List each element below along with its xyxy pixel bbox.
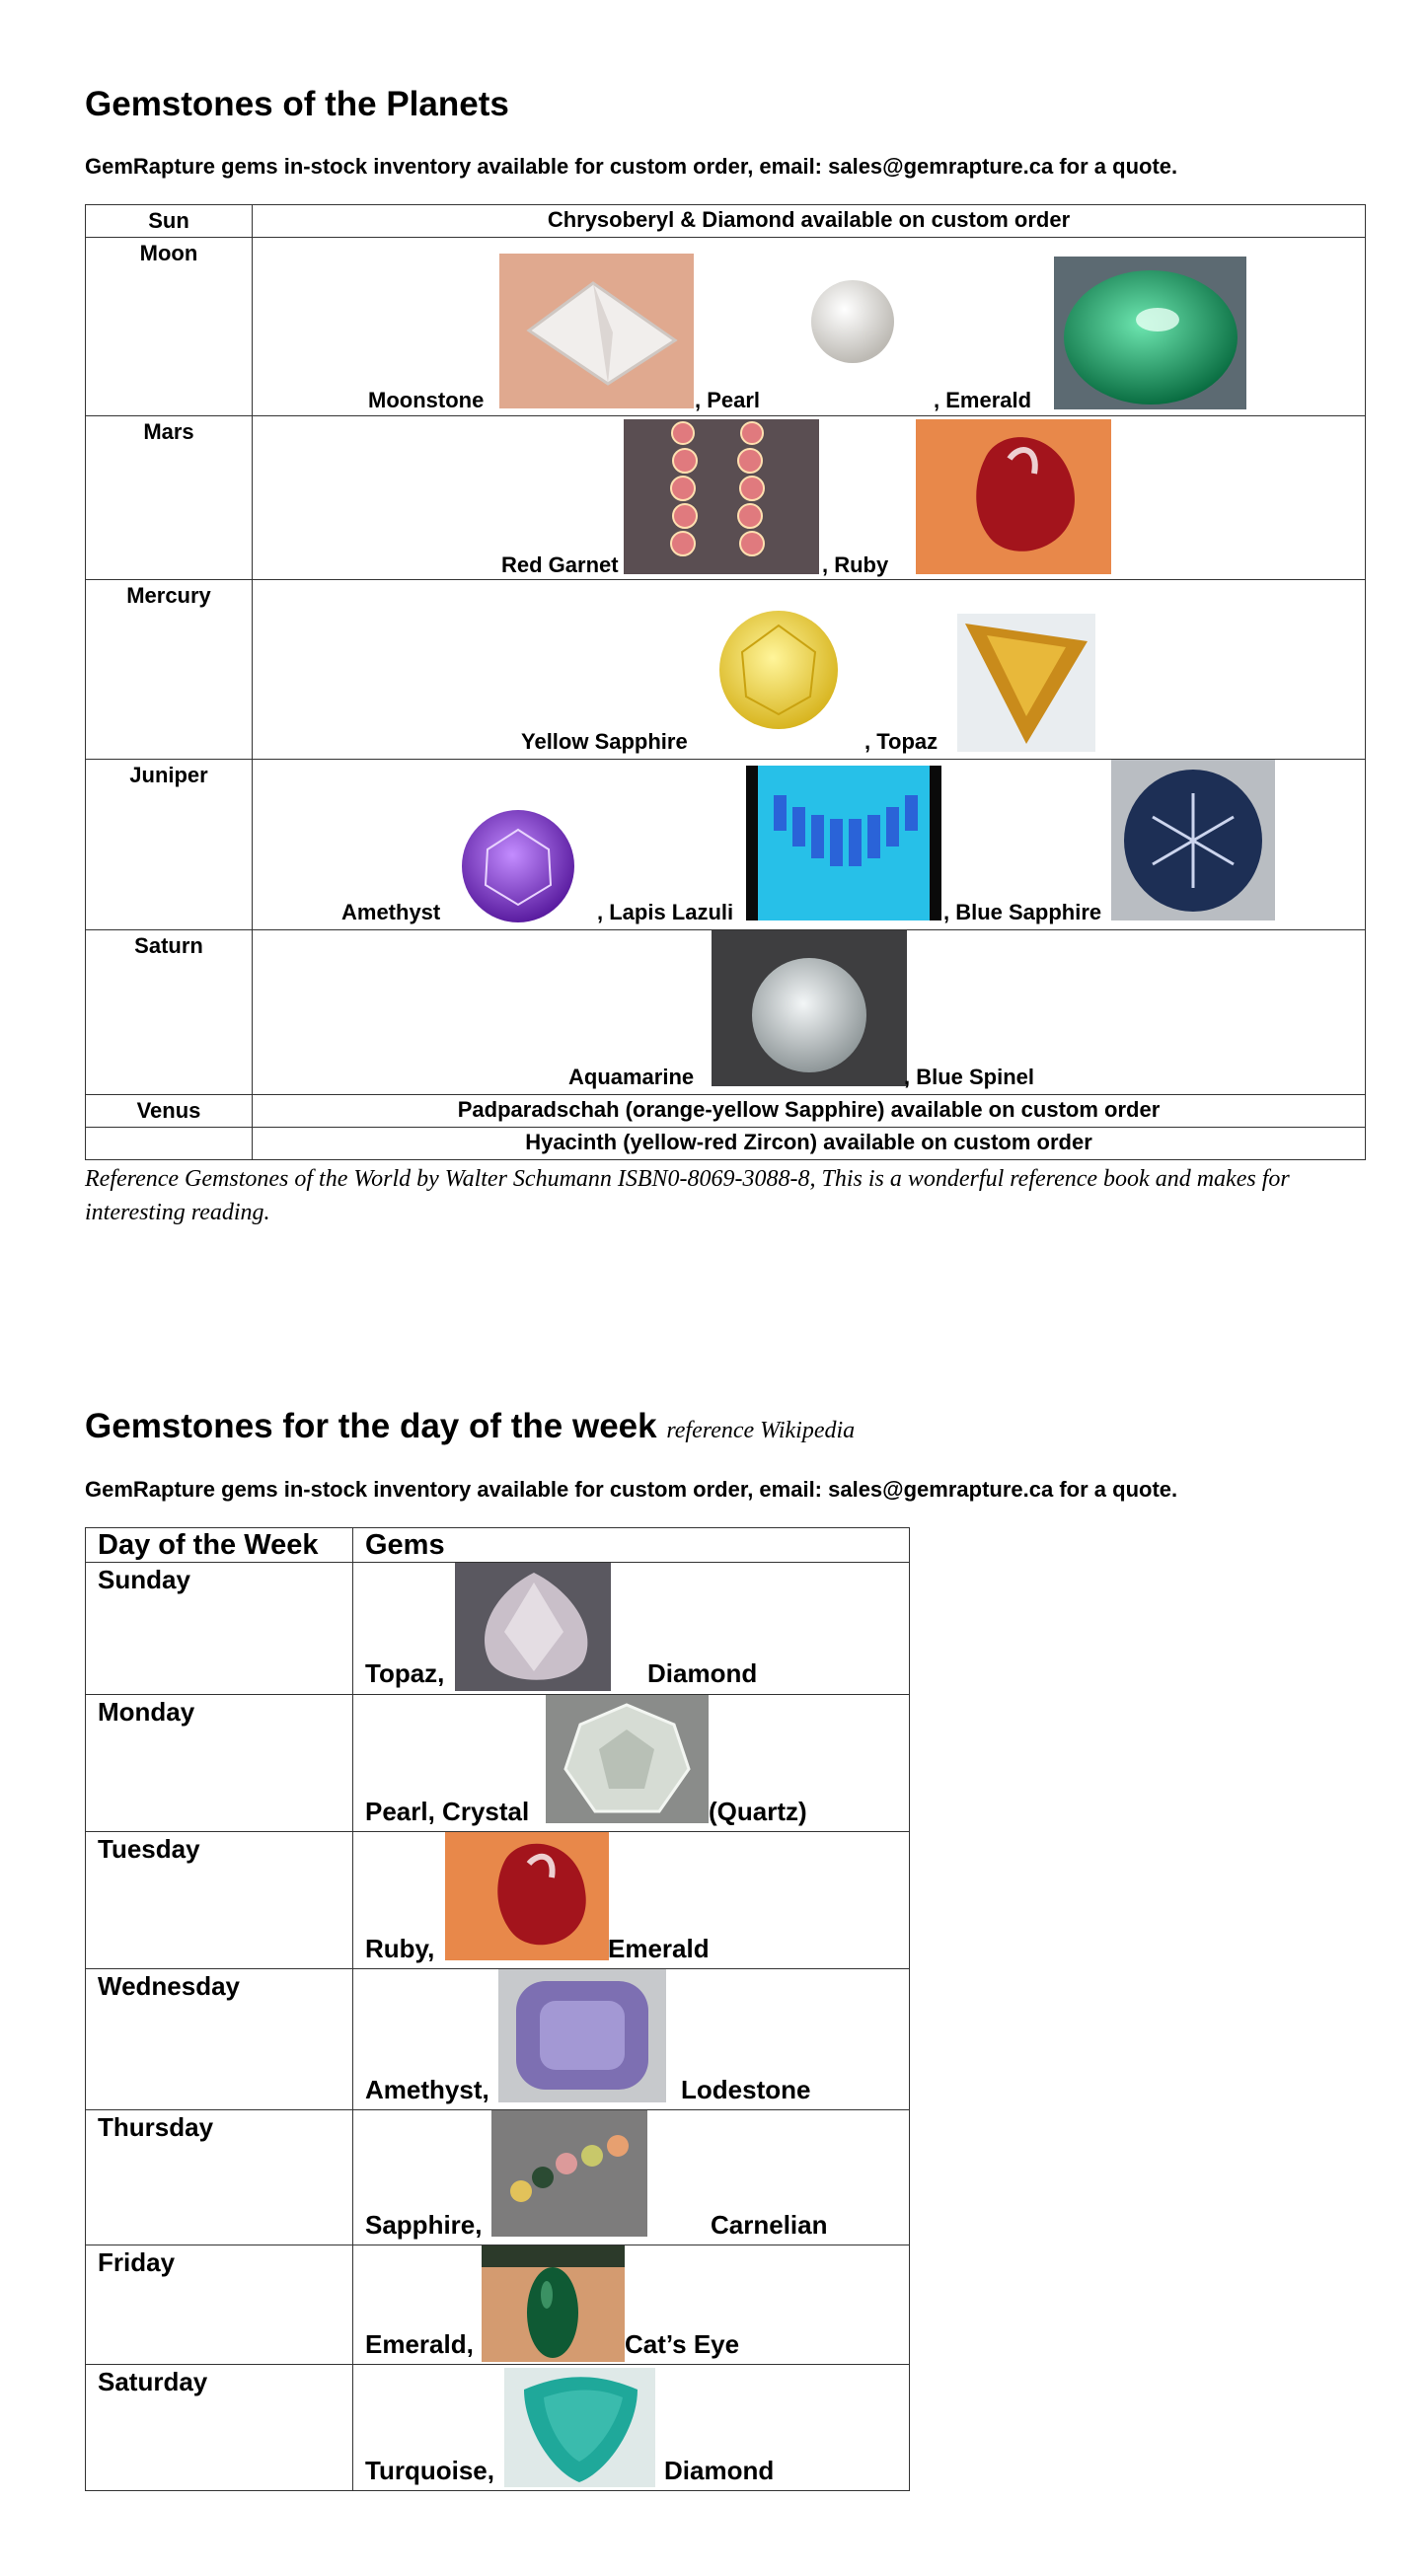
table-row <box>86 238 1366 416</box>
table-row <box>86 2365 910 2491</box>
day-gems-cell <box>353 2110 910 2245</box>
planet-name: Saturn <box>86 930 253 1095</box>
gem-label: , Lapis Lazuli <box>597 900 734 924</box>
gem-label: , Blue Spinel <box>904 1065 1035 1089</box>
planet-gems-cell <box>253 416 1366 580</box>
gem-label: (Quartz) <box>709 1797 807 1826</box>
planet-gems-cell <box>253 238 1366 416</box>
table-row <box>86 1969 910 2110</box>
table-row <box>86 2110 910 2245</box>
day-gems-cell <box>353 1695 910 1832</box>
blue-sapphire-image <box>1111 760 1275 920</box>
planets-title: Gemstones of the Planets <box>85 85 509 123</box>
table-row <box>86 2245 910 2365</box>
planet-gems-text: Chrysoberyl & Diamond available on custom order <box>253 205 1366 238</box>
yellow-sapphire-image <box>716 608 841 732</box>
gem-label: , Topaz <box>864 729 938 754</box>
reference-note: Reference Gemstones of the World by Walter Schumann ISBN0-8069-3088-8, This is a wonderful reference book and makes for interesting reading. <box>85 1166 1290 1225</box>
table-row <box>86 205 1366 238</box>
days-title <box>85 1407 855 1446</box>
sapphire-image <box>491 2110 647 2237</box>
topaz-image <box>455 1563 611 1691</box>
days-subtitle: GemRapture gems in-stock inventory available for custom order, email: sales@gemrapture.ca for a quote. <box>85 1477 1178 1502</box>
gem-label: Topaz, <box>365 1658 445 1688</box>
pearl-image <box>808 277 897 366</box>
day-name: Monday <box>86 1695 353 1832</box>
header-day: Day of the Week <box>86 1528 353 1563</box>
gem-label: Lodestone <box>681 2075 811 2104</box>
day-name: Saturday <box>86 2365 353 2491</box>
gem-label: Pearl, Crystal <box>365 1797 530 1826</box>
days-table <box>85 1527 910 2491</box>
emerald-image <box>1054 257 1246 409</box>
planet-gems-text: Padparadschah (orange-yellow Sapphire) available on custom order <box>253 1095 1366 1128</box>
table-row <box>86 416 1366 580</box>
planet-name: Sun <box>86 205 253 238</box>
gem-label: Ruby, <box>365 1934 435 1963</box>
planet-gems-text: Hyacinth (yellow-red Zircon) available on custom order <box>253 1128 1366 1160</box>
table-row <box>86 930 1366 1095</box>
table-row <box>86 1695 910 1832</box>
gem-label: , Emerald <box>934 388 1032 412</box>
day-gems-cell <box>353 1563 910 1695</box>
gem-label: Red Garnet <box>501 552 619 577</box>
planet-name: Moon <box>86 238 253 416</box>
ruby-image <box>916 419 1111 574</box>
day-gems-cell <box>353 2365 910 2491</box>
day-gems-cell <box>353 1969 910 2110</box>
table-row <box>86 1563 910 1695</box>
day-name: Tuesday <box>86 1832 353 1969</box>
gem-label: Aquamarine <box>568 1065 695 1089</box>
gem-label: Emerald <box>608 1934 710 1963</box>
turquoise-image <box>504 2368 655 2487</box>
day-name: Thursday <box>86 2110 353 2245</box>
planet-name <box>86 1128 253 1160</box>
day-name: Sunday <box>86 1563 353 1695</box>
topaz-image <box>957 614 1095 752</box>
gem-label: Moonstone <box>368 388 485 412</box>
moonstone-image <box>499 254 694 408</box>
aquamarine-image <box>712 930 907 1086</box>
day-gems-cell <box>353 2245 910 2365</box>
table-row <box>86 1128 1366 1160</box>
header-gems: Gems <box>353 1528 910 1563</box>
day-name: Friday <box>86 2245 353 2365</box>
table-row <box>86 580 1366 760</box>
planets-subtitle: GemRapture gems in-stock inventory available for custom order, email: sales@gemrapture.ca for a quote. <box>85 154 1178 179</box>
day-name: Wednesday <box>86 1969 353 2110</box>
table-header-row <box>86 1528 910 1563</box>
gem-label: , Ruby <box>822 552 889 577</box>
planet-name: Mars <box>86 416 253 580</box>
table-row <box>86 1832 910 1969</box>
table-row <box>86 760 1366 930</box>
gem-label: Yellow Sapphire <box>521 729 688 754</box>
lapis-lazuli-image <box>746 766 941 920</box>
gem-label: Amethyst, <box>365 2075 489 2104</box>
crystal-quartz-image <box>546 1695 709 1823</box>
amethyst-image <box>460 808 576 924</box>
planets-table <box>85 204 1366 1160</box>
amethyst-image <box>498 1969 666 2102</box>
gem-label: , Blue Sapphire <box>943 900 1102 924</box>
planet-name: Juniper <box>86 760 253 930</box>
gem-label: Turquoise, <box>365 2456 494 2485</box>
gem-label: Diamond <box>664 2456 775 2485</box>
planet-gems-cell <box>253 930 1366 1095</box>
gem-label: Amethyst <box>341 900 441 924</box>
gem-label: Sapphire, <box>365 2210 483 2240</box>
gem-label: Cat’s Eye <box>625 2329 740 2359</box>
days-title-text: Gemstones for the day of the week <box>85 1407 657 1445</box>
days-title-reference: reference Wikipedia <box>666 1418 856 1443</box>
day-gems-cell <box>353 1832 910 1969</box>
emerald-image <box>482 2245 625 2362</box>
table-row <box>86 1095 1366 1128</box>
planet-name: Mercury <box>86 580 253 760</box>
planet-gems-cell <box>253 760 1366 930</box>
planet-name: Venus <box>86 1095 253 1128</box>
gem-label: , Pearl <box>695 388 761 412</box>
planet-gems-cell <box>253 580 1366 760</box>
ruby-image <box>445 1832 609 1960</box>
gem-label: Diamond <box>647 1658 758 1688</box>
red-garnet-image <box>624 419 819 574</box>
gem-label: Carnelian <box>711 2210 828 2240</box>
gem-label: Emerald, <box>365 2329 474 2359</box>
